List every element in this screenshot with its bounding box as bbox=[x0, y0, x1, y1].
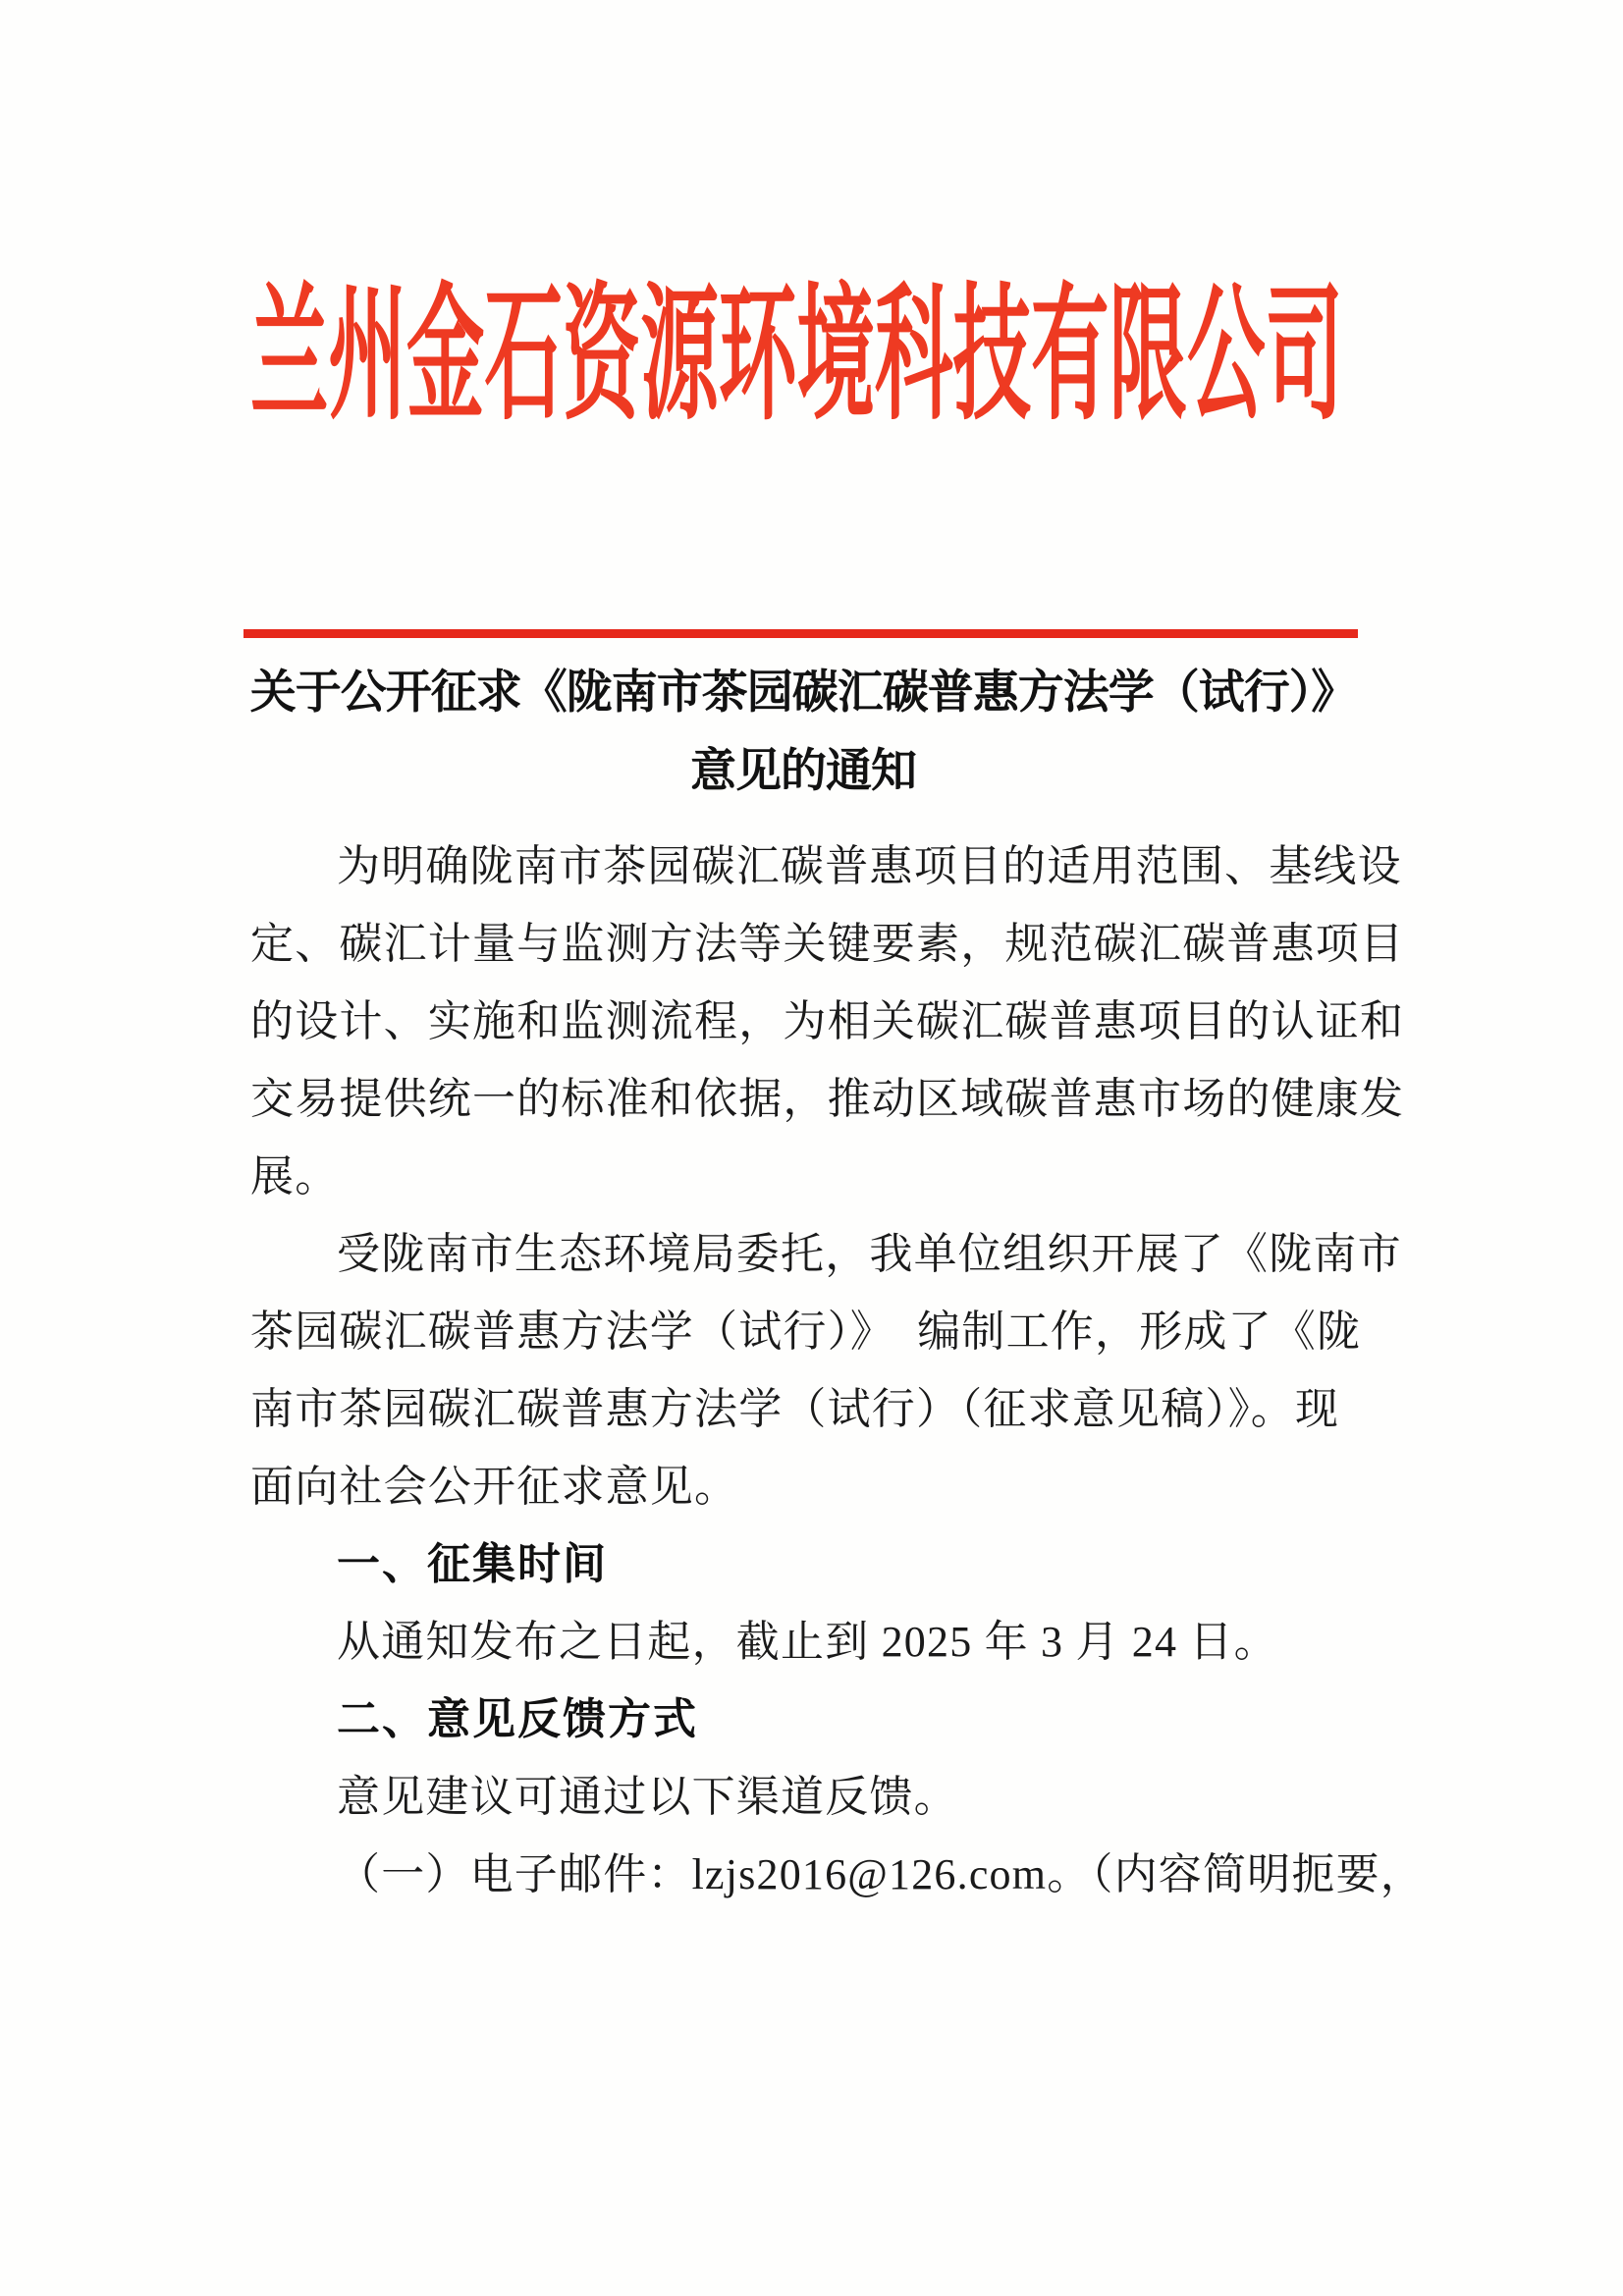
body-line: 展。 bbox=[250, 1152, 340, 1201]
notice-title-line1: 关于公开征求《陇南市茶园碳汇碳普惠方法学（试行）》 bbox=[249, 667, 1357, 719]
deadline-prefix: 从通知发布之日起，截止到 bbox=[337, 1618, 882, 1666]
body-line: 定、碳汇计量与监测方法等关键要素，规范碳汇碳普惠项目 bbox=[250, 920, 1405, 968]
body-line: 的设计、实施和监测流程，为相关碳汇碳普惠项目的认证和 bbox=[250, 997, 1405, 1045]
body-line: 南市茶园碳汇碳普惠方法学（试行）（征求意见稿）》。现 bbox=[250, 1385, 1340, 1433]
section1-heading: 一、征集时间 bbox=[337, 1540, 608, 1588]
company-name: 兰州金石资源环境科技有限公司 bbox=[250, 275, 1344, 438]
email-channel-line bbox=[250, 1836, 1425, 1913]
body-line: 受陇南市生态环境局委托，我单位组织开展了《陇南市 bbox=[337, 1230, 1402, 1278]
letterhead bbox=[250, 275, 1623, 440]
email-address: lzjs2016@126.com bbox=[691, 1850, 1048, 1898]
section2-heading: 二、意见反馈方式 bbox=[337, 1695, 698, 1743]
body-line: 交易提供统一的标准和依据，推动区域碳普惠市场的健康发 bbox=[250, 1075, 1405, 1123]
body-line: 为明确陇南市茶园碳汇碳普惠项目的适用范围、基线设 bbox=[337, 842, 1402, 890]
notice-body bbox=[250, 828, 1425, 1913]
notice-title-line2: 意见的通知 bbox=[690, 746, 916, 797]
letterhead-divider-rule bbox=[243, 629, 1358, 638]
body-line: 茶园碳汇碳普惠方法学（试行）》 编制工作，形成了《陇 bbox=[250, 1308, 1362, 1356]
section1-deadline-line bbox=[250, 1603, 1370, 1681]
deadline-date: 2025 年 3 月 24 日 bbox=[881, 1618, 1234, 1666]
section2-intro-line: 意见建议可通过以下渠道反馈。 bbox=[337, 1773, 958, 1821]
body-line: 面向社会公开征求意见。 bbox=[250, 1463, 739, 1511]
email-channel-prefix: （一）电子邮件： bbox=[337, 1850, 692, 1898]
email-channel-suffix: 。（内容简明扼要， bbox=[1047, 1850, 1425, 1898]
deadline-suffix: 。 bbox=[1233, 1618, 1278, 1666]
